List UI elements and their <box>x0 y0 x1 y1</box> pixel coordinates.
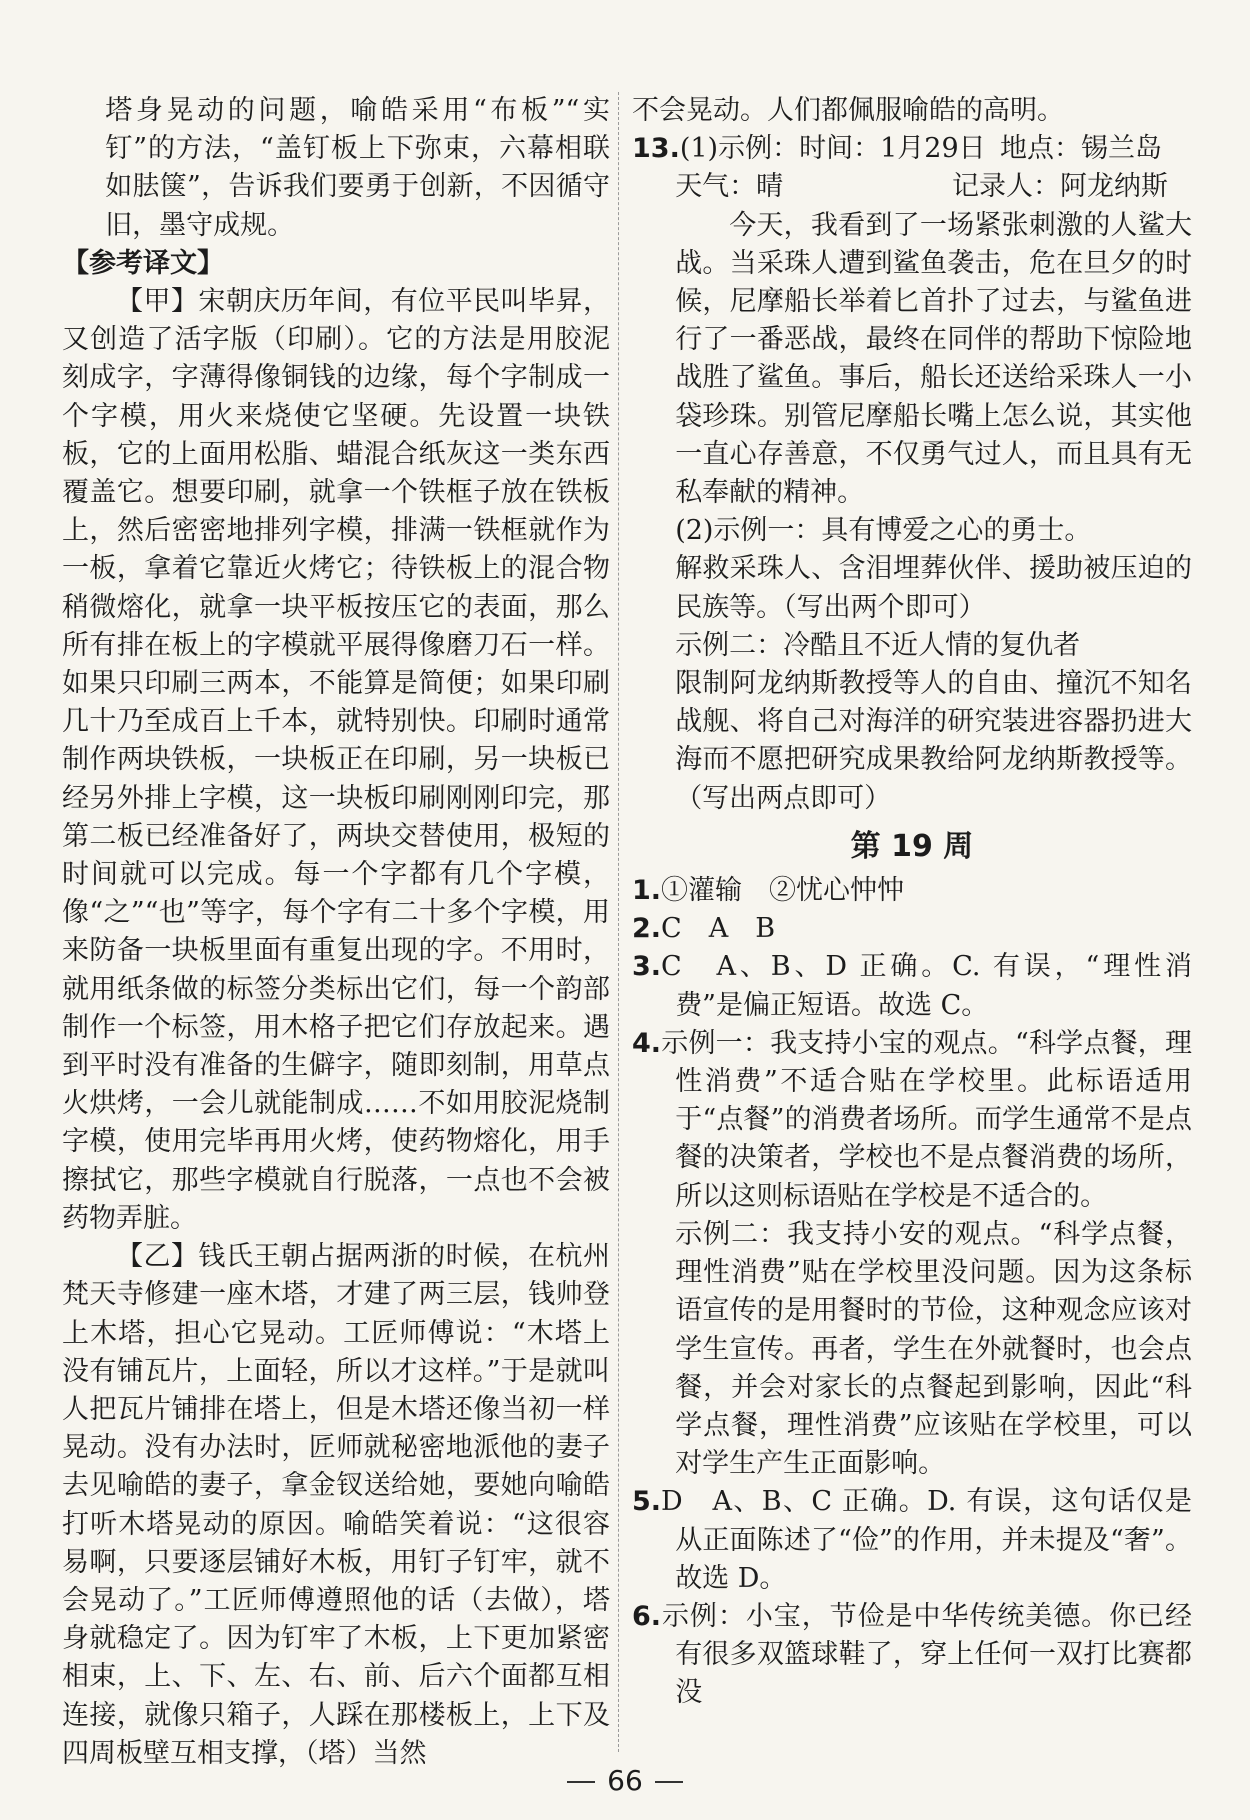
week-title: 第 19 周 <box>850 828 974 864</box>
left-column <box>62 92 610 1773</box>
question-13 <box>632 130 1192 818</box>
right-column <box>632 92 1192 1713</box>
q13-weather: 天气：晴 <box>675 171 784 203</box>
answer-text: D A、B、C 正确。D. 有误，这句话仅是从正面陈述了“俭”的作用，并未提及“奢”。故选 D。 <box>661 1486 1192 1594</box>
answer-text: C A B <box>661 913 776 945</box>
q13-number: 13. <box>632 133 680 165</box>
answer-1 <box>632 872 1192 910</box>
answer-4-example2: 示例二：我支持小安的观点。“科学点餐，理性消费”贴在学校里没问题。因为这条标语宣传的是用餐时的节俭，这种观念应该对学生宣传。再者，学生在外就餐时，也会点餐，并会对家长的点餐起到影响，因此“科学点餐，理性消费”应该贴在学校里，可以对学生产生正面影响。 <box>675 1218 1192 1480</box>
q13-part2-example2: 示例二：冷酷且不近人情的复仇者 <box>675 629 1081 661</box>
dash-right <box>655 1781 683 1783</box>
translation-yi-continued: 不会晃动。人们都佩服喻皓的高明。 <box>632 95 1064 126</box>
q13-time: 时间：1月29日 <box>799 133 986 165</box>
answer-number: 1. <box>632 875 662 907</box>
translation-jia: 【甲】宋朝庆历年间，有位平民叫毕昇，又创造了活字版（印刷）。它的方法是用胶泥刻成字，字薄得像铜钱的边缘，每个字制成一个字模，用火来烧使它坚硬。先设置一块铁板，它的上面用松脂、蜡混合纸灰这一类东西覆盖它。想要印刷，就拿一个铁框子放在铁板上，然后密密地排列字模，排满一铁框就作为一板，拿着它靠近火烤它；待铁板上的混合物稍微熔化，就拿一块平板按压它的表面，那么所有排在板上的字模就平展得像磨刀石一样。如果只印刷三两本，不能算是简便；如果印刷几十乃至成百上千本，就特别快。印刷时通常制作两块铁板，一块板正在印刷，另一块板已经另外排上字模，这一块板印刷刚刚印完，那第二板已经准备好了，两块交替使用，极短的时间就可以完成。每一个字都有几个字模，像“之”“也”等字，每个字有二十多个字模，用来防备一块板里面有重复出现的字。不用时，就用纸条做的标签分类标出它们，每一个韵部制作一个标签，用木格子把它们存放起来。遇到平时没有准备的生僻字，随即刻制，用草点火烘烤，一会儿就能制成……不如用胶泥烧制字模，使用完毕再用火烤，使药物熔化，用手擦拭它，那些字模就自行脱落，一点也不会被药物弄脏。 <box>62 286 610 1234</box>
answer-number: 5. <box>632 1486 662 1518</box>
q13-diary-body: 今天，我看到了一场紧张刺激的人鲨大战。当采珠人遭到鲨鱼袭击，危在旦夕的时候，尼摩船长举着匕首扑了过去，与鲨鱼进行了一番恶战，最终在同伴的帮助下惊险地战胜了鲨鱼。事后，船长还送给采珠人一小袋珍珠。别管尼摩船长嘴上怎么说，其实他一直心存善意，不仅勇气过人，而且具有无私奉献的精神。 <box>675 209 1192 509</box>
page-number <box>0 1764 1250 1797</box>
answer-text: C A、B、D 正确。C. 有误，“理性消费”是偏正短语。故选 C。 <box>661 951 1192 1021</box>
q13-recorder: 记录人：阿龙纳斯 <box>952 171 1168 203</box>
q13-part2-example2-detail: 限制阿龙纳斯教授等人的自由、撞沉不知名战舰、将自己对海洋的研究装进容器扔进大海而不愿把研究成果教给阿龙纳斯教授等。（写出两点即可） <box>675 668 1192 814</box>
q13-part2-example1: (2)示例一：具有博爱之心的勇士。 <box>675 515 1092 547</box>
answer-text: ①灌输 ②忧心忡忡 <box>661 875 905 907</box>
answer-text: 示例：小宝，节俭是中华传统美德。你已经有很多双篮球鞋了，穿上任何一双打比赛都没 <box>661 1600 1192 1709</box>
column-divider <box>618 92 619 1752</box>
answer-number: 2. <box>632 913 662 945</box>
answer-5 <box>632 1483 1192 1598</box>
page-number-text: 66 <box>607 1764 643 1797</box>
q13-header-row <box>632 130 1192 168</box>
q13-place: 地点：锡兰岛 <box>1000 133 1162 165</box>
answer-4 <box>632 1025 1192 1216</box>
answer-6 <box>632 1598 1192 1713</box>
dash-left <box>567 1781 595 1783</box>
translation-yi: 【乙】钱氏王朝占据两浙的时候，在杭州梵天寺修建一座木塔，才建了两三层，钱帅登上木塔，担心它晃动。工匠师傅说：“木塔上没有铺瓦片，上面轻，所以才这样。”于是就叫人把瓦片铺排在塔上，但是木塔还像当初一样晃动。没有办法时，匠师就秘密地派他的妻子去见喻皓的妻子，拿金钗送给她，要她向喻皓打听木塔晃动的原因。喻皓笑着说：“这很容易啊，只要逐层铺好木板，用钉子钉牢，就不会晃动了。”工匠师傅遵照他的话（去做），塔身就稳定了。因为钉牢了木板，上下更加紧密相束，上、下、左、右、前、后六个面都互相连接，就像只箱子，人踩在那楼板上，上下及四周板壁互相支撑，（塔）当然 <box>62 1241 610 1769</box>
answer-text: 示例一：我支持小宝的观点。“科学点餐，理性消费”不适合贴在学校里。此标语适用于“点餐”的消费者场所。而学生通常不是点餐的决策者，学校也不是点餐消费的场所，所以这则标语贴在学校是不适合的。 <box>661 1027 1192 1212</box>
answer-number: 6. <box>632 1600 662 1632</box>
reference-translation-heading: 【参考译文】 <box>62 247 224 279</box>
answer-2 <box>632 910 1192 948</box>
analysis-text: 塔身晃动的问题，喻皓采用“布板”“实钉”的方法，“盖钉板上下弥束，六幕相联如胠箧”，告诉我们要勇于创新，不因循守旧，墨守成规。 <box>105 95 610 241</box>
answer-number: 3. <box>632 951 662 983</box>
answer-number: 4. <box>632 1027 662 1059</box>
q13-header-row-2 <box>632 168 1192 206</box>
answer-3 <box>632 948 1192 1024</box>
q13-part2-example1-detail: 解救采珠人、含泪埋葬伙伴、援助被压迫的民族等。（写出两个即可） <box>675 553 1192 623</box>
q13-part1-label: (1)示例： <box>679 133 800 165</box>
